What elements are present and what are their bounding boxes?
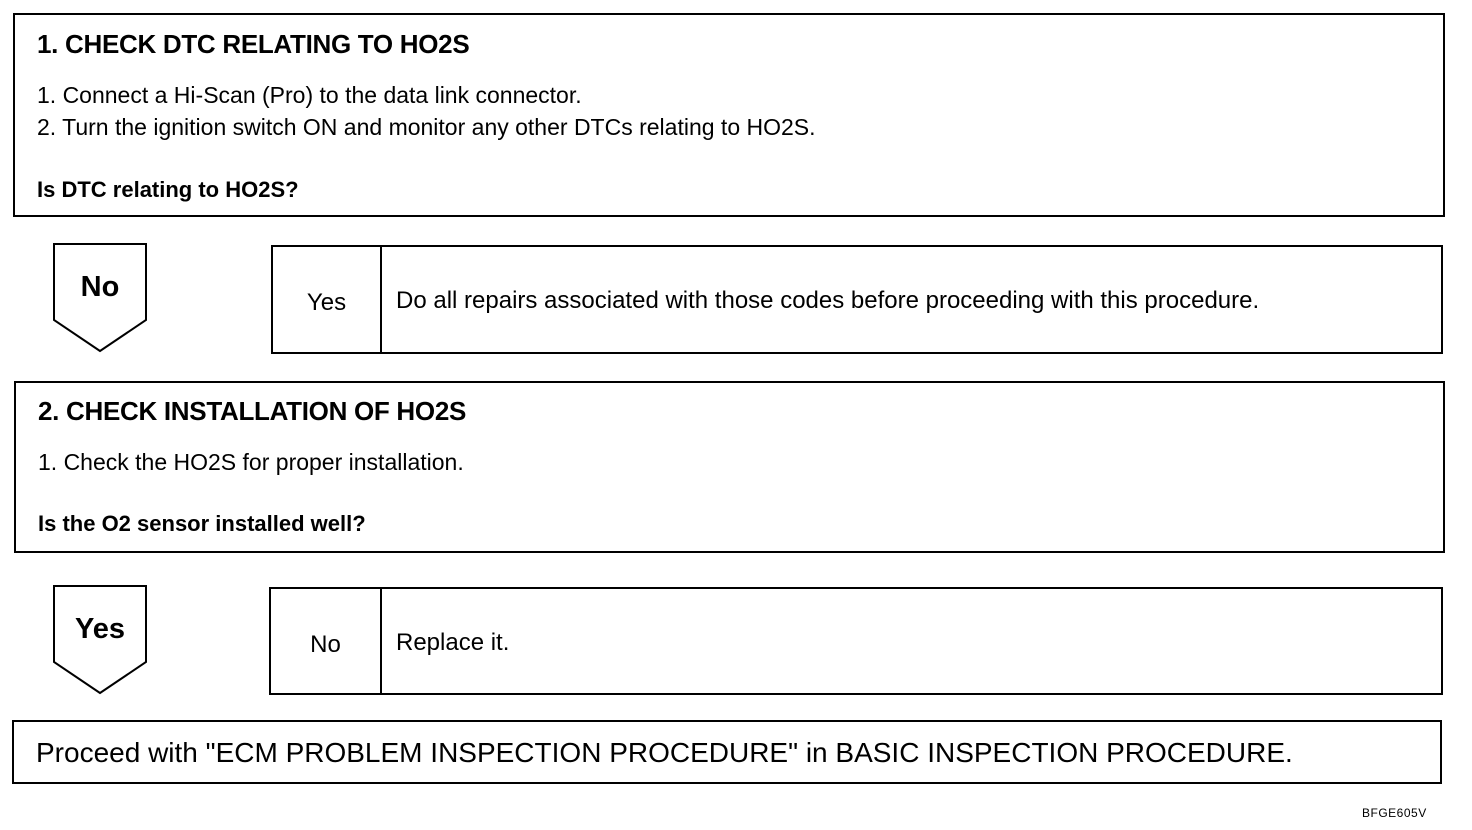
step-1-title: 1. CHECK DTC RELATING TO HO2S (37, 29, 470, 59)
step-1-instruction-1: 1. Connect a Hi-Scan (Pro) to the data link connector. (37, 82, 582, 108)
step-1-question: Is DTC relating to HO2S? (37, 177, 299, 202)
step-2-instruction-1: 1. Check the HO2S for proper installation. (38, 449, 464, 475)
step-2-box (14, 381, 1445, 553)
step-2-continue-label: Yes (75, 613, 125, 645)
step-1-continue-arrow (53, 243, 147, 353)
step-1-box (13, 13, 1445, 217)
step-1-branch-box (271, 245, 1443, 354)
step-1-instruction-2: 2. Turn the ignition switch ON and monitor any other DTCs relating to HO2S. (37, 114, 816, 140)
final-step-text: Proceed with "ECM PROBLEM INSPECTION PROCEDURE" in BASIC INSPECTION PROCEDURE. (36, 737, 1293, 768)
step-2-branch-condition: No (310, 631, 341, 658)
step-1-branch-condition: Yes (306, 289, 347, 316)
step-2-continue-arrow (53, 585, 147, 695)
step-1-branch-action: Do all repairs associated with those codes before proceeding with this procedure. (396, 287, 1260, 314)
step-2-question: Is the O2 sensor installed well? (38, 511, 366, 536)
step-1-continue-label: No (80, 271, 120, 303)
step-1-branch-divider (380, 247, 382, 352)
step-2-title: 2. CHECK INSTALLATION OF HO2S (38, 396, 467, 426)
step-2-branch-divider (380, 589, 382, 693)
figure-id: BFGE605V (1362, 806, 1427, 820)
step-2-branch-box (269, 587, 1443, 695)
step-2-branch-action: Replace it. (396, 629, 510, 656)
final-step-box (12, 720, 1442, 784)
